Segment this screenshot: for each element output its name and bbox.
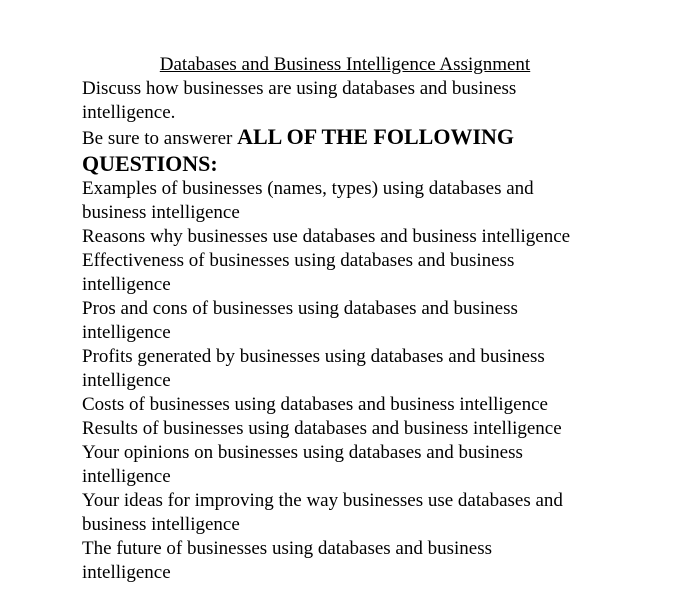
- question-line: Reasons why businesses use databases and business intelligence: [82, 226, 571, 247]
- instruction-prefix: Be sure to answerer: [82, 128, 238, 149]
- question-line: business intelligence: [82, 514, 240, 535]
- question-item: [82, 417, 622, 441]
- question-line: Profits generated by businesses using databases and business: [82, 346, 545, 367]
- intro-line-2: intelligence.: [82, 102, 176, 123]
- question-line: intelligence: [82, 274, 171, 295]
- question-item: [82, 225, 622, 249]
- question-line: Pros and cons of businesses using databases and business: [82, 298, 518, 319]
- question-line: Costs of businesses using databases and business intelligence: [82, 394, 548, 415]
- question-line: Your opinions on businesses using databases and business: [82, 442, 523, 463]
- question-line: Your ideas for improving the way businesses use databases and: [82, 490, 563, 511]
- question-line: Results of businesses using databases and business intelligence: [82, 418, 562, 439]
- instruction-line-1: [82, 125, 622, 151]
- question-list: [82, 177, 622, 585]
- document-title: Databases and Business Intelligence Assignment: [159, 54, 531, 75]
- question-line: intelligence: [82, 370, 171, 391]
- question-line: intelligence: [82, 322, 171, 343]
- question-item: [82, 537, 622, 585]
- question-item: [82, 249, 622, 297]
- instruction-bold-text: ALL OF THE FOLLOWING: [237, 124, 514, 149]
- intro-paragraph: [82, 77, 622, 125]
- question-item: [82, 489, 622, 537]
- intro-line-1: Discuss how businesses are using databases and business: [82, 78, 517, 99]
- question-item: [82, 393, 622, 417]
- question-item: [82, 345, 622, 393]
- question-line: Examples of businesses (names, types) using databases and: [82, 178, 534, 199]
- question-line: intelligence: [82, 466, 171, 487]
- document-page: [82, 53, 622, 585]
- question-item: [82, 441, 622, 489]
- instruction-paragraph: [82, 125, 622, 177]
- question-line: The future of businesses using databases and business: [82, 538, 493, 559]
- question-line: Effectiveness of businesses using databases and business: [82, 250, 515, 271]
- question-line: business intelligence: [82, 202, 240, 223]
- question-item: [82, 297, 622, 345]
- instruction-line-2: QUESTIONS:: [82, 151, 218, 176]
- question-line: intelligence: [82, 562, 171, 583]
- question-item: [82, 177, 622, 225]
